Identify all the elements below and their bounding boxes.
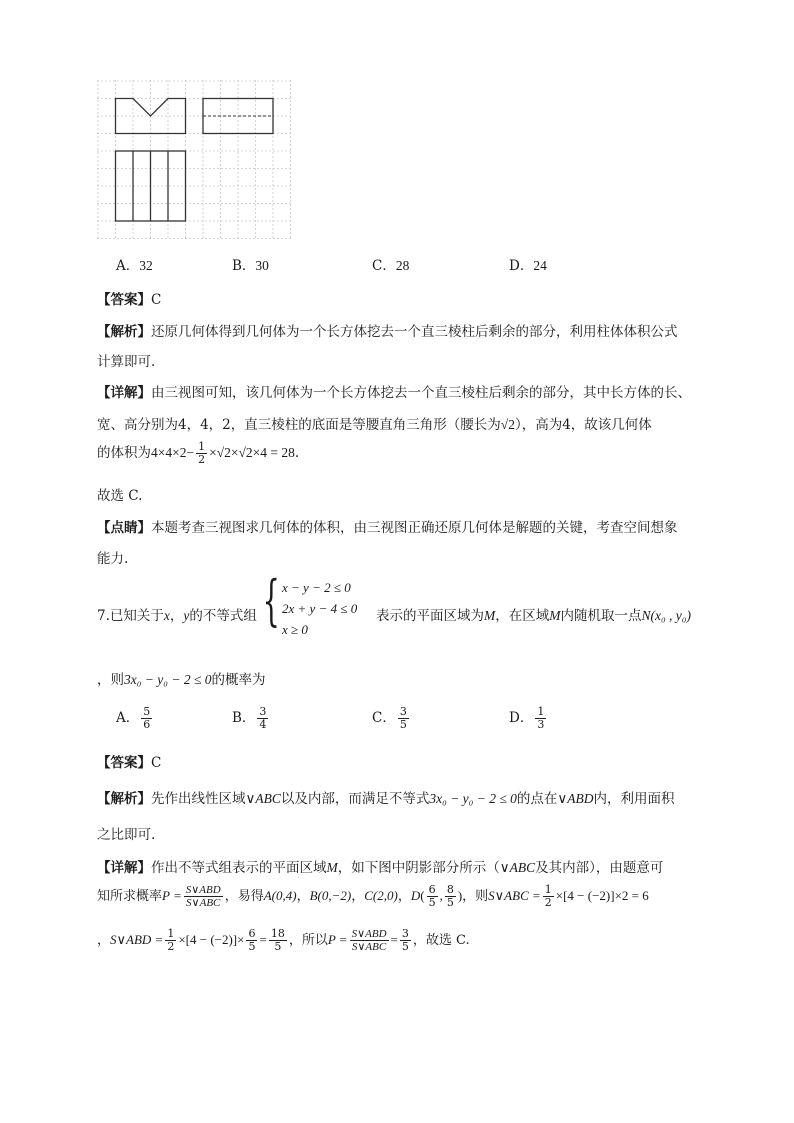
q7-option-b[interactable]: B． $\frac{3}{4}$ [232, 705, 267, 731]
q6-detail-line2: 宽、高分别为4，4，2，直三棱柱的底面是等腰直角三角形（腰长为√2），高为4，故该几何体 [97, 417, 652, 433]
q6-comment-line2: 能力. [97, 551, 129, 567]
q7-stem-line1: 7.已知关于x，y的不等式组 [97, 608, 257, 624]
q6-answer: 【答案】C [97, 292, 162, 308]
brace-icon: { [262, 569, 280, 632]
q6-detail-line3: 的体积为4×4×2− $\frac{1}{2}$ ×√2×√2×4 = 28. [97, 440, 300, 466]
q7-analysis-line2: 之比即可. [97, 827, 156, 843]
q6-detail-line1: 【详解】由三视图可知，该几何体为一个长方体挖去一个直三棱柱后剩余的部分，其中长方体的长、 [97, 385, 691, 401]
three-view-figure [97, 80, 295, 242]
q7-detail-line3: ，S∨ABD = $\frac{1}{2}$ ×[4 − (−2)]× $\frac{6}{5}$ = $\frac{18}{5}$ ，所以P = $\frac{\text{S∨ABD}}{\text{S∨ABC}}$ = $\frac{3}{5}$ ，故选 C. [97, 927, 470, 953]
q7-analysis-line1: 【解析】先作出线性区域∨ABC以及内部，而满足不等式3x₀ − y₀ − 2 ≤ 0的点在∨ABD内，利用面积 [97, 791, 675, 807]
q6-conclusion: 故选 C. [97, 488, 143, 504]
q7-option-a[interactable]: A． $\frac{5}{6}$ [116, 705, 151, 731]
q6-option-d[interactable]: D．24 [509, 258, 547, 274]
q7-stem-line2: ，则3x₀ − y₀ − 2 ≤ 0的概率为 [97, 672, 266, 688]
q7-answer: 【答案】C [97, 755, 162, 771]
q7-stem-line1-cont: 表示的平面区域为M，在区域M内随机取一点N(x₀ , y₀) [376, 608, 691, 624]
q6-option-a[interactable]: A．32 [116, 258, 153, 274]
q7-option-c[interactable]: C． $\frac{3}{5}$ [372, 705, 407, 731]
q6-option-c[interactable]: C．28 [372, 258, 410, 274]
q6-comment-line1: 【点睛】本题考查三视图求几何体的体积，由三视图正确还原几何体是解题的关键，考查空间想象 [97, 520, 678, 536]
fraction-half: $\frac{1}{2}$ [198, 440, 206, 466]
grid [97, 80, 293, 240]
q6-option-b[interactable]: B．30 [232, 258, 269, 274]
q6-analysis-line2: 计算即可. [97, 354, 156, 370]
q7-detail-line1: 【详解】作出不等式组表示的平面区域M，如下图中阴影部分所示（∨ABC及其内部），由题意可 [97, 860, 664, 876]
q7-detail-line2: 知所求概率P = $\frac{\text{S∨ABD}}{\text{S∨ABC}}$ ，易得A(0,4)，B(0,−2)，C(2,0)，D( $\frac{6}{5}$ , $\frac{8}{5}$ )，则S∨ABC = $\frac{1}{2}$ ×[4 − (−2)]×2 = 6 [97, 883, 649, 909]
q6-analysis-line1: 【解析】还原几何体得到几何体为一个长方体挖去一个直三棱柱后剩余的部分，利用柱体体积公式 [97, 324, 678, 340]
q7-option-d[interactable]: D． $\frac{1}{3}$ [509, 705, 545, 731]
